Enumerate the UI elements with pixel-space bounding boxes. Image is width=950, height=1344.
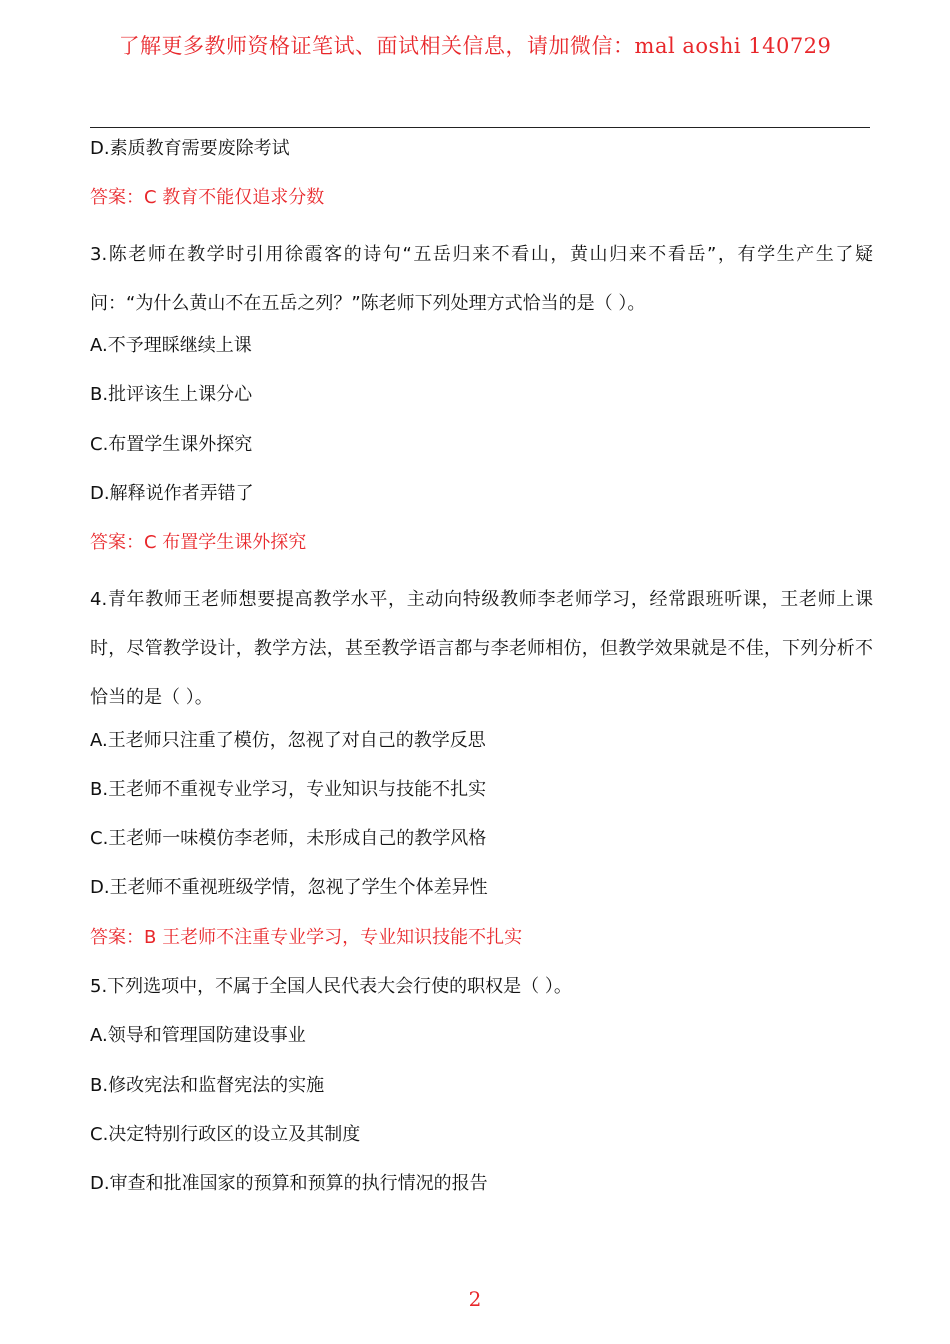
question-content bbox=[90, 131, 873, 1216]
q5-option-a: A.领导和管理国防建设事业 bbox=[90, 1025, 306, 1047]
header-contact-note: 了解更多教师资格证笔试、面试相关信息，请加微信：mal aoshi 140729 bbox=[118, 34, 832, 58]
q4-option-d: D.王老师不重视班级学情，忽视了学生个体差异性 bbox=[90, 877, 488, 899]
header-divider bbox=[90, 127, 870, 128]
q4-option-a: A.王老师只注重了模仿，忽视了对自己的教学反思 bbox=[90, 729, 486, 751]
q4-answer: 答案：B 王老师不注重专业学习，专业知识技能不扎实 bbox=[90, 926, 523, 948]
q5-option-d: D.审查和批准国家的预算和预算的执行情况的报告 bbox=[90, 1173, 488, 1195]
q4-option-b: B.王老师不重视专业学习，专业知识与技能不扎实 bbox=[90, 778, 487, 800]
page-number: 2 bbox=[468, 1287, 482, 1311]
q4-stem: 4.青年教师王老师想要提高教学水平，主动向特级教师李老师学习，经常跟班听课，王老师上课时，尽管教学设计，教学方法，甚至教学语言都与李老师相仿，但教学效果就是不佳，下列分析不恰当的是（ ）。 bbox=[90, 588, 873, 709]
q3-answer: 答案：C 布置学生课外探究 bbox=[90, 532, 307, 554]
q3-option-a: A.不予理睬继续上课 bbox=[90, 335, 252, 357]
q3-option-d: D.解释说作者弄错了 bbox=[90, 483, 254, 505]
q3-option-b: B.批评该生上课分心 bbox=[90, 384, 253, 406]
q4-option-c: C.王老师一味模仿李老师，未形成自己的教学风格 bbox=[90, 828, 487, 850]
q5-stem: 5.下列选项中，不属于全国人民代表大会行使的职权是（ ）。 bbox=[90, 976, 572, 998]
q2-answer: 答案：C 教育不能仅追求分数 bbox=[90, 187, 325, 209]
q2-option-d: D.素质教育需要废除考试 bbox=[90, 138, 290, 159]
q3-stem: 3.陈老师在教学时引用徐霞客的诗句“五岳归来不看山，黄山归来不看岳”，有学生产生了疑问：“为什么黄山不在五岳之列？”陈老师下列处理方式恰当的是（ ）。 bbox=[90, 243, 873, 314]
q3-option-c: C.布置学生课外探究 bbox=[90, 433, 253, 455]
q5-option-b: B.修改宪法和监督宪法的实施 bbox=[90, 1074, 325, 1096]
q5-option-c: C.决定特别行政区的设立及其制度 bbox=[90, 1123, 361, 1145]
